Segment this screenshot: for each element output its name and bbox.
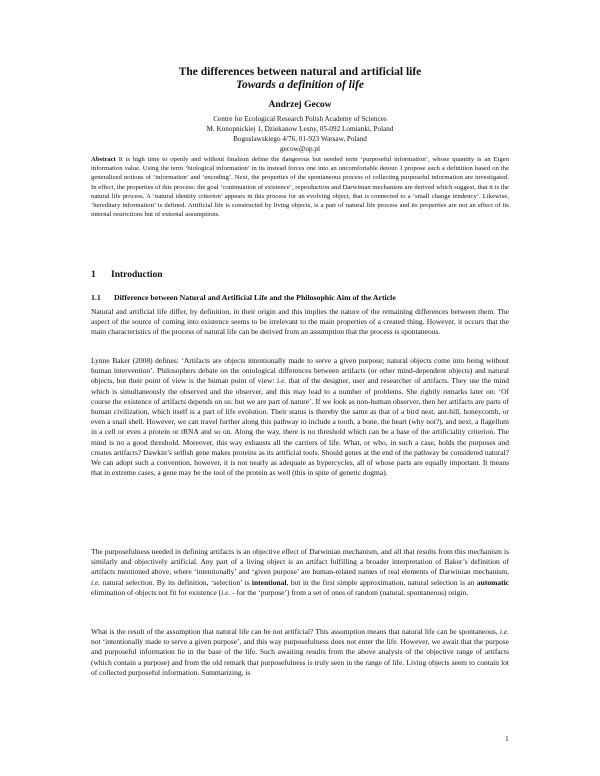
paper-title: The differences between natural and artificial life — [178, 66, 422, 78]
section-heading — [91, 270, 163, 280]
subsection-heading — [91, 293, 396, 302]
paragraph-1: Natural and artificial life differ, by definition, in their origin and this implies the nature of the remaining differences between them. The aspect of the source of coming into existence seems to be irrelevant to the main properties of a created thing. However, it occurs that the main characteristics of the process of natural life can be derived from an assumption that the process is spontaneous. — [91, 307, 509, 337]
affiliation-line: M. Konopnickiej 1, Dziekanow Lesny, 05-092 Lomianki, Poland — [206, 125, 394, 133]
paragraph-4: What is the result of the assumption that natural life can be not artificial? This assumption means that natural life can be spontaneous, i.e. not ‘intentionally made to serve a given purpose’, and this way purposefulness does not enter the life. However, we await that the purpose and purposeful information lie in the base of the life. Such awaiting results from the above analysis of the objective range of artifacts (which contain a purpose) and from the old remark that purposefulness is truly seen in the range of life. Living objects seem to contain lot of collected purposeful information. Summarizing, is — [91, 627, 509, 677]
affiliation-line: Centre for Ecological Research Polish Academy of Sciences — [213, 115, 387, 123]
paragraph-3: The purposefulness needed in defining artifacts is an objective effect of Darwinian mechanism, and all that results from this mechanism is similarly and objectively artificial. Any part of a living object is an artifact fulfilling a broader interpretation of Baker’s definition of artifacts mentioned above, where ‘intentionally’ and ‘given purpose’ are human-related names of real elements of Darwinian mechanism, i.e. natural selection. By its definition, ‘selection’ is intentional, but in the first simple approximation, natural selection is an automatic elimination of objects not fit for existence (i.e. - for the ‘purpose’) from a set of ones of random (natural, spontaneous) origin. — [91, 547, 509, 597]
subsection-title: Difference between Natural and Artificial Life and the Philosophic Aim of the Article — [114, 293, 396, 302]
section-number: 1 — [91, 270, 96, 280]
page-number: 1 — [505, 734, 509, 743]
abstract — [91, 155, 509, 219]
subsection-number: 1.1 — [91, 293, 101, 302]
section-title: Introduction — [111, 270, 163, 280]
author-email[interactable]: gecow@op.pl — [280, 145, 320, 153]
paper-subtitle: Towards a definition of life — [236, 79, 364, 91]
paragraph-2: Lynne Baker (2008) defines: ‘Artifacts are objects intentionally made to serve a given purpose; natural objects come into being without human intervention’. Philosophers debate on the ontological differences between artifacts (or other mind-dependent objects) and natural objects, but their point of view is the human point of view: i.e. that of the designer, user and researcher of artifacts. They use the mind which is simultaneously the observed and the observer, and this may lead to a number of problems. She rightly remarks later on: ‘Of course the existence of artifacts depends on us: but we are part of nature’. If we look as non-human observer, then her artifacts are parts of human civilization, which itself is a part of life evolution. Their status is thereby the same as that of a bird nest, ant-hill, honeycomb, or even a snail shell. However, we can travel further along this pathway to include a tooth, a bone, the heart (why not?), and next, a flagellum in a cell or even a protein or tRNA and so on. Along the way, there is no threshold which can be a base of the artificiality criterion. The mind is no a good threshold. Moreover, this way exhausts all the carriers of life. What, or who, in such a case, holds the purposes and creates artifacts? Dawkin’s selfish gene makes proteins as its artificial tools. Should genes at the end of the pathway be considered natural? We can adopt such a convention, however, it is not nearly as adequate as hypercycles, all of whose parts are equally important. It means that in extreme cases, a gene may be the tool of the protein as well (this in spite of genetic dogma). — [91, 356, 509, 478]
author-name: Andrzej Gecow — [268, 100, 332, 110]
abstract-text: It is high time to openly and without finalism define the dangerous but needed term ‘purposeful information’, whose quantity is an Eigen information value. Using the term ‘biological information’ in its instead forces one into an uncomfortable detour. I propose such a definition based on the generalized notions of ‘information’ and ‘encoding’. Next, the properties of the spontaneous process of collecting purposeful information are investigated. In effect, the properties of this process: the goal ‘continuation of existence’, reproduction and Darwinian mechanism are derived which suggest, that it is the natural life process. A ‘natural identity criterion’ appears in this process for an evolving object, that is connected to a ‘small change tendency’. Likewise, ‘hereditary information’ is defined. Artificial life is constructed by living objects, is a part of natural life process and its properties are not an effect of its internal restrictions but of external assumptions. — [91, 156, 509, 219]
abstract-label: Abstract — [91, 156, 116, 163]
affiliation-line: Boguslawskiego 4/76, 01-923 Warsaw, Poland — [233, 135, 367, 143]
